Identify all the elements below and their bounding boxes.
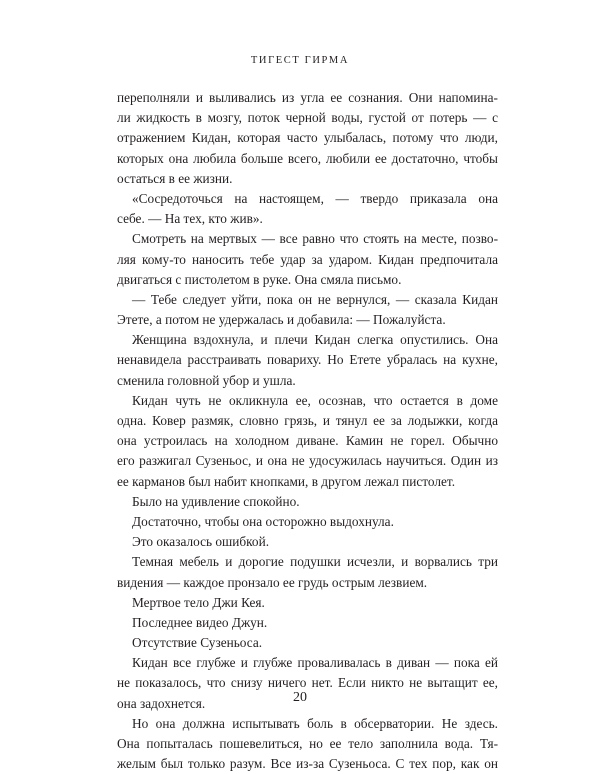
text-line: ненавидела расстраивать повариху. Но Етете убралась на кухне, — [117, 352, 498, 368]
text-line: «Сосредоточься на настоящем, — твердо приказала она — [132, 190, 498, 206]
text-line: отражением Кидан, которая часто улыбалась, потому что люди, — [117, 130, 498, 146]
text-line: его разжигал Сузеньос, и она не удосужилась научиться. Один из — [117, 453, 498, 469]
text-line: Было на удивление спокойно. — [132, 493, 300, 509]
text-line: себе. — На тех, кто жив». — [117, 211, 263, 227]
text-line: Кидан все глубже и глубже проваливалась в диван — пока ей — [132, 655, 498, 671]
text-line: одна. Ковер размяк, словно грязь, и тянул ее за лодыжки, когда — [117, 413, 498, 428]
text-line: ляя кому-то наносить тебе удар за ударом. Кидан предпочитала — [117, 251, 498, 267]
text-line: Этете, а потом не удержалась и добавила: — Пожалуйста. — [117, 312, 446, 328]
text-line: она устроилась на холодном диване. Камин не горел. Обычно — [117, 433, 498, 449]
text-line: Отсутствие Сузеньоса. — [132, 635, 263, 651]
text-line: Но она должна испытывать боль в обсерватории. Не здесь. — [132, 715, 498, 731]
text-line: остаться в ее жизни. — [117, 170, 233, 186]
text-line: Кидан чуть не окликнула ее, осознав, что остается в доме — [132, 392, 498, 408]
text-line: переполняли и выливались из угла ее сознания. Они напомина- — [117, 90, 498, 105]
text-line: Женщина вздохнула, и плечи Кидан слегка опустились. Она — [132, 332, 498, 348]
text-line: ее карманов был набит кнопками, в другом лежал пистолет. — [117, 473, 456, 489]
text-line: Темная мебель и дорогие подушки исчезли, и ворвались три — [132, 554, 498, 570]
text-line: — Тебе следует уйти, пока он не вернулся, — сказала Кидан — [132, 291, 498, 307]
running-head: ТИГЕСТ ГИРМА — [250, 55, 350, 66]
text-line: желым был только разум. Все из-за Сузеньоса. С тех пор, как он — [117, 756, 498, 772]
body-text — [117, 88, 498, 774]
text-line: Достаточно, чтобы она осторожно выдохнула. — [132, 513, 394, 529]
text-line: Последнее видео Джун. — [132, 614, 268, 630]
text-line: Она попыталась пошевелиться, но ее тело заполнила вода. Тя- — [117, 736, 498, 751]
text-line: Это оказалось ошибкой. — [132, 534, 270, 550]
page-number: 20 — [293, 690, 307, 705]
text-line: двигаться с пистолетом в руке. Она смяла письмо. — [117, 271, 402, 287]
text-line: ли жидкость в мозгу, поток черной воды, густой от потерь — с — [117, 110, 498, 126]
text-line: сменила головной убор и ушла. — [117, 372, 296, 388]
text-line: не показалось, что снизу ничего нет. Если никто не вытащит ее, — [117, 675, 498, 691]
text-line: видения — каждое пронзало ее грудь острым лезвием. — [117, 574, 428, 590]
text-line: Мертвое тело Джи Кея. — [132, 594, 265, 610]
text-line: которых она любила больше всего, любили ее достаточно, чтобы — [117, 150, 498, 166]
text-line: она задохнется. — [117, 695, 206, 711]
text-line: Смотреть на мертвых — все равно что стоять на месте, позво- — [132, 231, 498, 247]
